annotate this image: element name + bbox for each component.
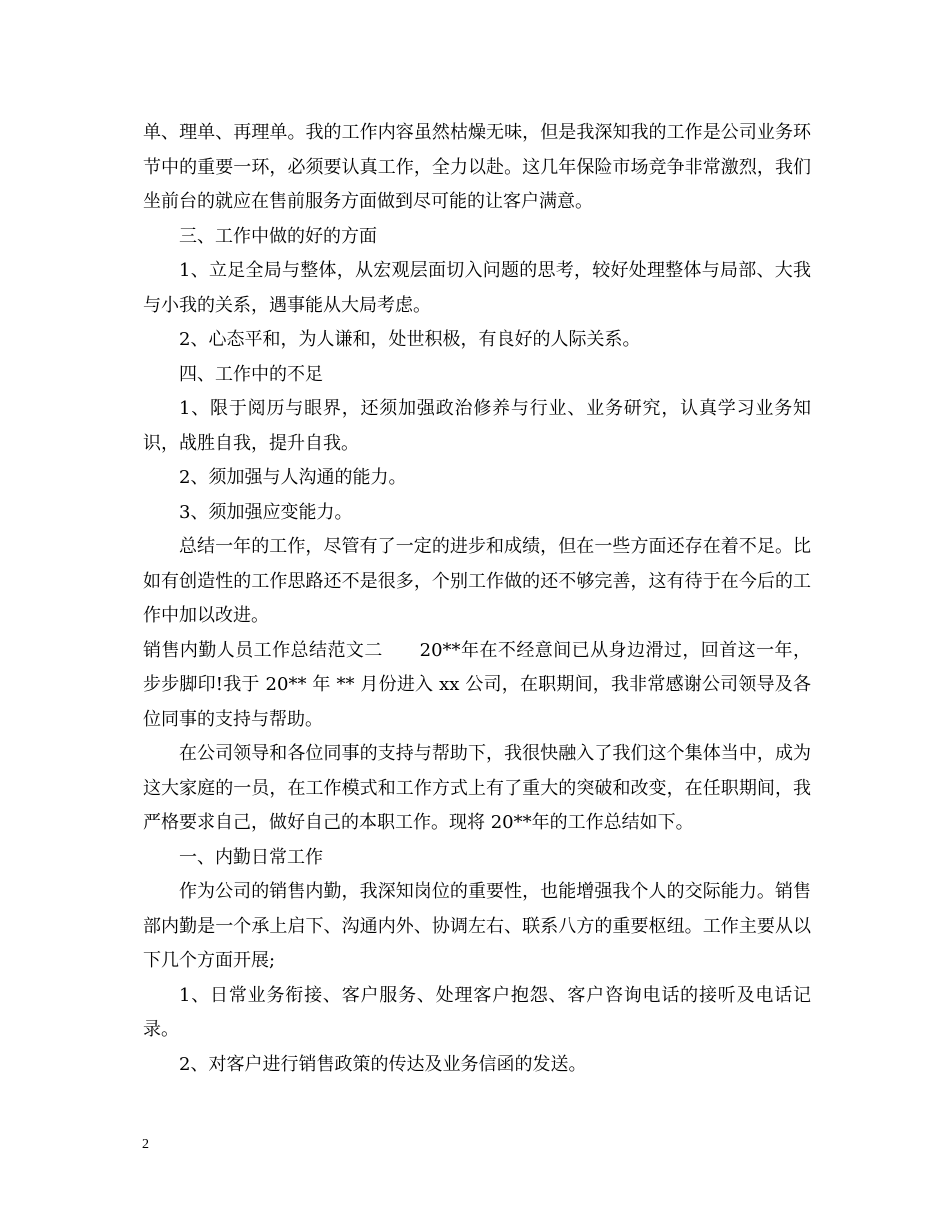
article-title-paragraph: 销售内勤人员工作总结范文二 20**年在不经意间已从身边滑过，回首这一年，步步脚印!我于 20** 年 ** 月份进入 xx 公司，在职期间，我非常感谢公司领导及各位同事的支持与帮助。 xyxy=(143,639,811,730)
section-heading: 三、工作中做的好的方面 xyxy=(179,225,377,247)
list-item: 3、须加强应变能力。 xyxy=(179,501,353,523)
section-heading: 一、内勤日常工作 xyxy=(179,846,323,868)
paragraph: 作为公司的销售内勤，我深知岗位的重要性，也能增强我个人的交际能力。销售部内勤是一个承上启下、沟通内外、协调左右、联系八方的重要枢纽。工作主要从以下几个方面开展; xyxy=(143,881,811,971)
paragraph: 总结一年的工作，尽管有了一定的进步和成绩，但在一些方面还存在着不足。比如有创造性的工作思路还不是很多，个别工作做的还不够完善，这有待于在今后的工作中加以改进。 xyxy=(143,536,811,626)
paragraph: 单、理单、再理单。我的工作内容虽然枯燥无味，但是我深知我的工作是公司业务环节中的重要一环，必须要认真工作，全力以赴。这几年保险市场竞争非常激烈，我们坐前台的就应在售前服务方面做到尽可能的让客户满意。 xyxy=(143,122,811,212)
list-item: 2、心态平和，为人谦和，处世积极，有良好的人际关系。 xyxy=(179,329,641,350)
document-body xyxy=(143,116,811,1082)
paragraph: 在公司领导和各位同事的支持与帮助下，我很快融入了我们这个集体当中，成为 这大家庭的一员，在工作模式和工作方式上有了重大的突破和改变，在任职期间，我严格要求自己，做好自己的本职工作。现将 20**年的工作总结如下。 xyxy=(143,743,811,833)
page-number: 2 xyxy=(142,1137,149,1152)
list-item: 2、须加强与人沟通的能力。 xyxy=(179,467,407,488)
list-item: 1、限于阅历与眼界，还须加强政治修养与行业、业务研究，认真学习业务知识，战胜自我，提升自我。 xyxy=(143,398,811,454)
section-heading: 四、工作中的不足 xyxy=(179,363,323,385)
list-item: 1、日常业务衔接、客户服务、处理客户抱怨、客户咨询电话的接听及电话记录。 xyxy=(143,984,811,1040)
list-item: 2、对客户进行销售政策的传达及业务信函的发送。 xyxy=(179,1053,587,1075)
list-item: 1、立足全局与整体，从宏观层面切入问题的思考，较好处理整体与局部、大我与小我的关系，遇事能从大局考虑。 xyxy=(143,260,811,316)
